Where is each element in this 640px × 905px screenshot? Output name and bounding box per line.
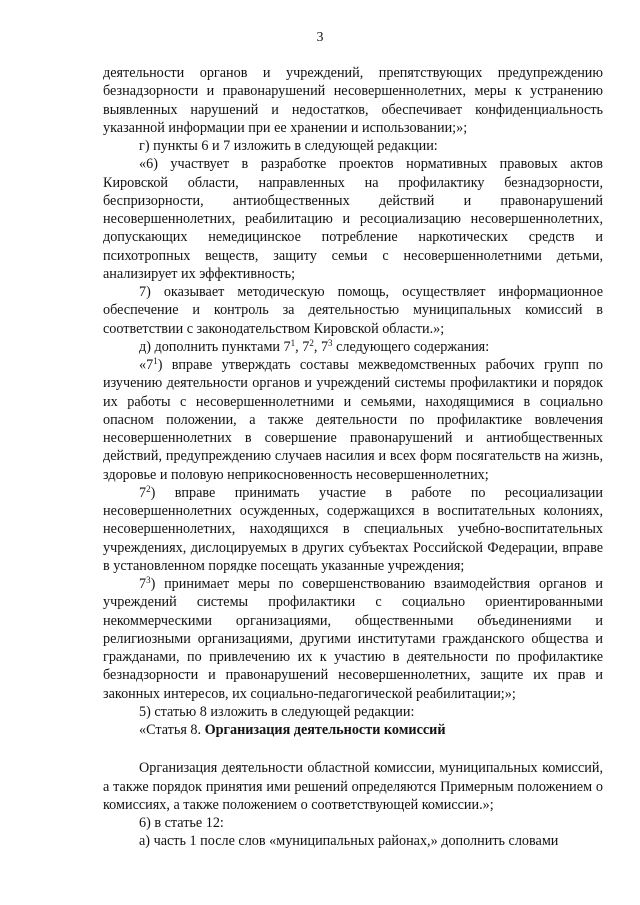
item-d-tail: следующего содержания:: [332, 338, 490, 355]
point-7-2-sup: 2: [146, 483, 151, 494]
paragraph-item-d: [103, 338, 603, 356]
item-d-sup-2: 2: [309, 337, 314, 348]
point-7-1-open: «7: [139, 357, 154, 373]
paragraph-item-g: г) пункты 6 и 7 изложить в следующей редакции:: [139, 138, 438, 154]
paragraph-point-7-2: [103, 484, 603, 575]
article-8-title: Организация деятельности комиссий: [204, 722, 446, 738]
paragraph-item-a: а) часть 1 после слов «муниципальных районах,» дополнить словами: [139, 833, 559, 850]
paragraph-item-6: 6) в статье 12:: [139, 815, 224, 831]
document-body: [103, 64, 603, 851]
point-7-1-text: ) вправе утверждать составы межведомственных рабочих групп по изучению деятельности органов и учреждений системы профилактики и порядок их работы с несовершеннолетними и семьями, находящимися в социально опасном положении, а также деятельности по профилактике вовлечения несовершеннолетних в совершение правонарушений и антиобщественных действий, предупреждению случаев насилия и всех форм посягательств на жизнь, здоровье и половую неприкосновенность несовершеннолетних;: [103, 357, 603, 483]
point-7-3-sup: 3: [146, 575, 151, 585]
paragraph-point-7-3: [103, 575, 603, 703]
point-7-1-sup: 1: [153, 356, 158, 366]
point-7-3-text: ) принимает меры по совершенствованию взаимодействия органов и учреждений системы профилактики с социально ориентированными некоммерческими организациями, общественными объединениями и религиозными организациями, другими институтами гражданского общества и гражданами, по привлечению их к участию в деятельности по профилактике безнадзорности и правонарушений несовершеннолетних, защите их прав и законных интересов, их социально-педагогической реабилитации;»;: [103, 576, 603, 702]
paragraph-point-7-1: [103, 356, 603, 484]
page-number: 3: [316, 30, 324, 45]
item-d-sep-1: , 7: [295, 338, 310, 355]
point-7-2-open: 7: [139, 484, 147, 501]
paragraph-article-8-body: Организация деятельности областной комиссии, муниципальных комиссий, а также порядок принятия ими решений определяются Примерным положением о комиссиях, а также положением о соответствующей комиссии.»;: [103, 760, 603, 813]
point-7-3-open: 7: [139, 576, 147, 592]
point-7-2-text: ) вправе принимать участие в работе по ресоциализации несовершеннолетних осужденных, содержащихся в воспитательных колониях, несовершеннолетних, находящихся в специальных учебно-воспитательных учреждениях, дислоцируемых в других субъектах Российской Федерации, вправе в установленном порядке посещать указанные учреждения;: [103, 484, 603, 574]
paragraph-point-6: «6) участвует в разработке проектов нормативных правовых актов Кировской области, направленных на профилактику безнадзорности, беспризорности, антиобщественных действий и правонарушений несовершеннолетних, реабилитацию и ресоциализацию несовершеннолетних, допускающих немедицинское потребление наркотических средств и психотропных веществ, защиту семьи с несовершеннолетними детьми, анализирует их эффективность;: [103, 156, 603, 282]
item-d-sup-1: 1: [290, 337, 296, 348]
article-8-prefix: «Статья 8.: [139, 722, 205, 738]
paragraph-item-5: 5) статью 8 изложить в следующей редакции:: [139, 703, 415, 720]
article-8-heading: [103, 721, 603, 739]
item-d-sep-2: , 7: [313, 338, 329, 355]
paragraph-point-7: 7) оказывает методическую помощь, осуществляет информационное обеспечение и контроль за деятельностью муниципальных комиссий в соответствии с законодательством Кировской области.»;: [103, 284, 603, 337]
item-d-lead: д) дополнить пунктами 7: [139, 338, 291, 355]
item-d-sup-3: 3: [328, 337, 333, 348]
paragraph-continuation: деятельности органов и учреждений, препятствующих предупреждению безнадзорности и правонарушений несовершеннолетних, меры к устранению выявленных нарушений и недостатков, обеспечивает конфиденциальность указанной информации при ее хранении и использовании;»;: [103, 65, 603, 136]
